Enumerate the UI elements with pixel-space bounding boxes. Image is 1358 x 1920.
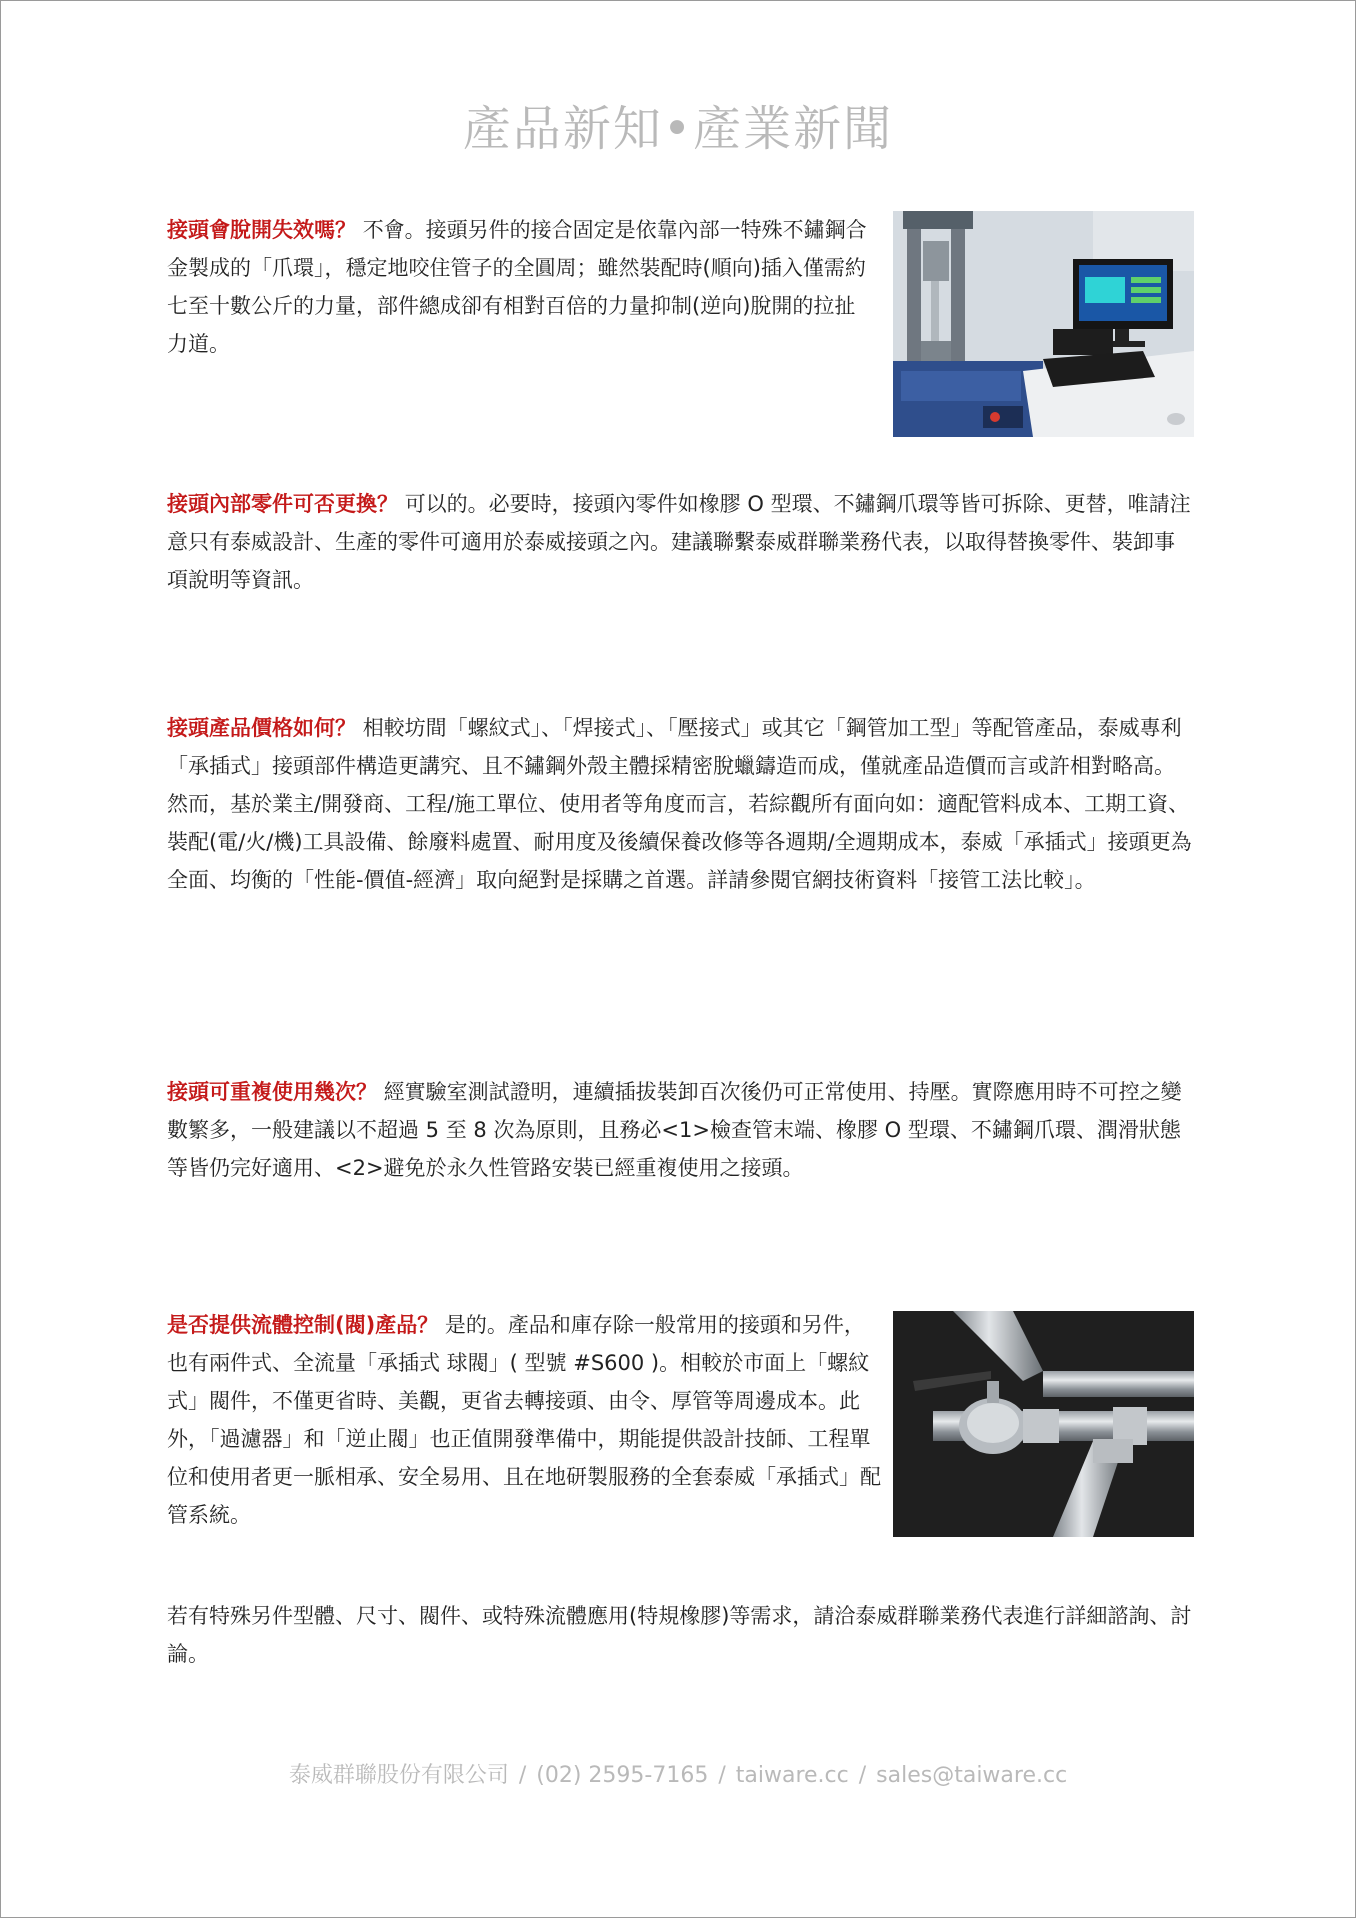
faq-section-joint-detach (167, 211, 867, 363)
faq-section-valve-products (167, 1306, 883, 1534)
faq-answer: 經實驗室測試證明，連續插拔裝卸百次後仍可正常使用、持壓。實際應用時不可控之變數繁多，一般建議以不超過 5 至 8 次為原則，且務必<1>檢查管末端、橡膠 O 型環、不鏽鋼爪環、潤滑狀態等皆仍完好適用、<2>避免於永久性管路安裝已經重複使用之接頭。 (167, 1080, 1182, 1180)
footer-separator: / (858, 1763, 867, 1788)
footer-separator: / (518, 1763, 527, 1788)
footer-separator: / (718, 1763, 726, 1788)
footer-email-link[interactable]: sales@taiware.cc (876, 1763, 1068, 1788)
faq-section-price (167, 709, 1193, 899)
faq-question: 接頭可重複使用幾次？ (167, 1080, 377, 1104)
contact-footer (1, 1761, 1355, 1791)
tensile-testing-lab-photo (893, 211, 1194, 437)
faq-answer: 是的。產品和庫存除一般常用的接頭和另件，也有兩件式、全流量「承插式 球閥」( 型號 #S600 )。相較於市面上「螺紋式」閥件，不僅更省時、美觀，更省去轉接頭、由令、厚管等周邊成本。此外，「過濾器」和「逆止閥」也正值開發準備中，期能提供設計技師、工程單位和使用者更一脈相承、安全易用、且在地研製服務的全套泰威「承插式」配管系統。 (167, 1313, 881, 1527)
faq-answer: 可以的。必要時，接頭內零件如橡膠 O 型環、不鏽鋼爪環等皆可拆除、更替，唯請注意只有泰威設計、生產的零件可適用於泰威接頭之內。建議聯繫泰威群聯業務代表，以取得替換零件、裝卸事項說明等資訊。 (167, 492, 1191, 592)
faq-question: 是否提供流體控制(閥)產品？ (167, 1313, 439, 1337)
faq-question: 接頭內部零件可否更換？ (167, 492, 398, 516)
footer-company: 泰威群聯股份有限公司 (288, 1763, 509, 1788)
closing-note: 若有特殊另件型體、尺寸、閥件、或特殊流體應用(特規橡膠)等需求，請洽泰威群聯業務代表進行詳細諮詢、討論。 (167, 1604, 1192, 1666)
faq-answer: 不會。接頭另件的接合固定是依靠內部一特殊不鏽鋼合金製成的「爪環」，穩定地咬住管子的全圓周；雖然裝配時(順向)插入僅需約七至十數公斤的力量，部件總成卻有相對百倍的力量抑制(逆向)脫開的拉扯力道。 (167, 218, 867, 356)
ball-valve-photo (893, 1311, 1194, 1537)
faq-question: 接頭產品價格如何？ (167, 716, 356, 740)
faq-section-part-replacement (167, 485, 1193, 599)
faq-answer: 相較坊間「螺紋式」、「焊接式」、「壓接式」或其它「鋼管加工型」等配管產品，泰威專利「承插式」接頭部件構造更講究、且不鏽鋼外殼主體採精密脫蠟鑄造而成，僅就產品造價而言或許相對略高。然而，基於業主/開發商、工程/施工單位、使用者等角度而言，若綜觀所有面向如：適配管料成本、工期工資、裝配(電/火/機)工具設備、餘廢料處置、耐用度及後續保養改修等各週期/全週期成本，泰威「承插式」接頭更為全面、均衡的「性能-價值-經濟」取向絕對是採購之首選。詳請參閱官網技術資料「接管工法比較」。 (167, 716, 1192, 892)
page-title: 產品新知•產業新聞 (462, 101, 894, 157)
faq-section-reuse (167, 1073, 1193, 1187)
footer-phone: (02) 2595-7165 (536, 1763, 709, 1788)
faq-question: 接頭會脫開失效嗎？ (167, 218, 356, 242)
footer-website-link[interactable]: taiware.cc (735, 1763, 849, 1788)
